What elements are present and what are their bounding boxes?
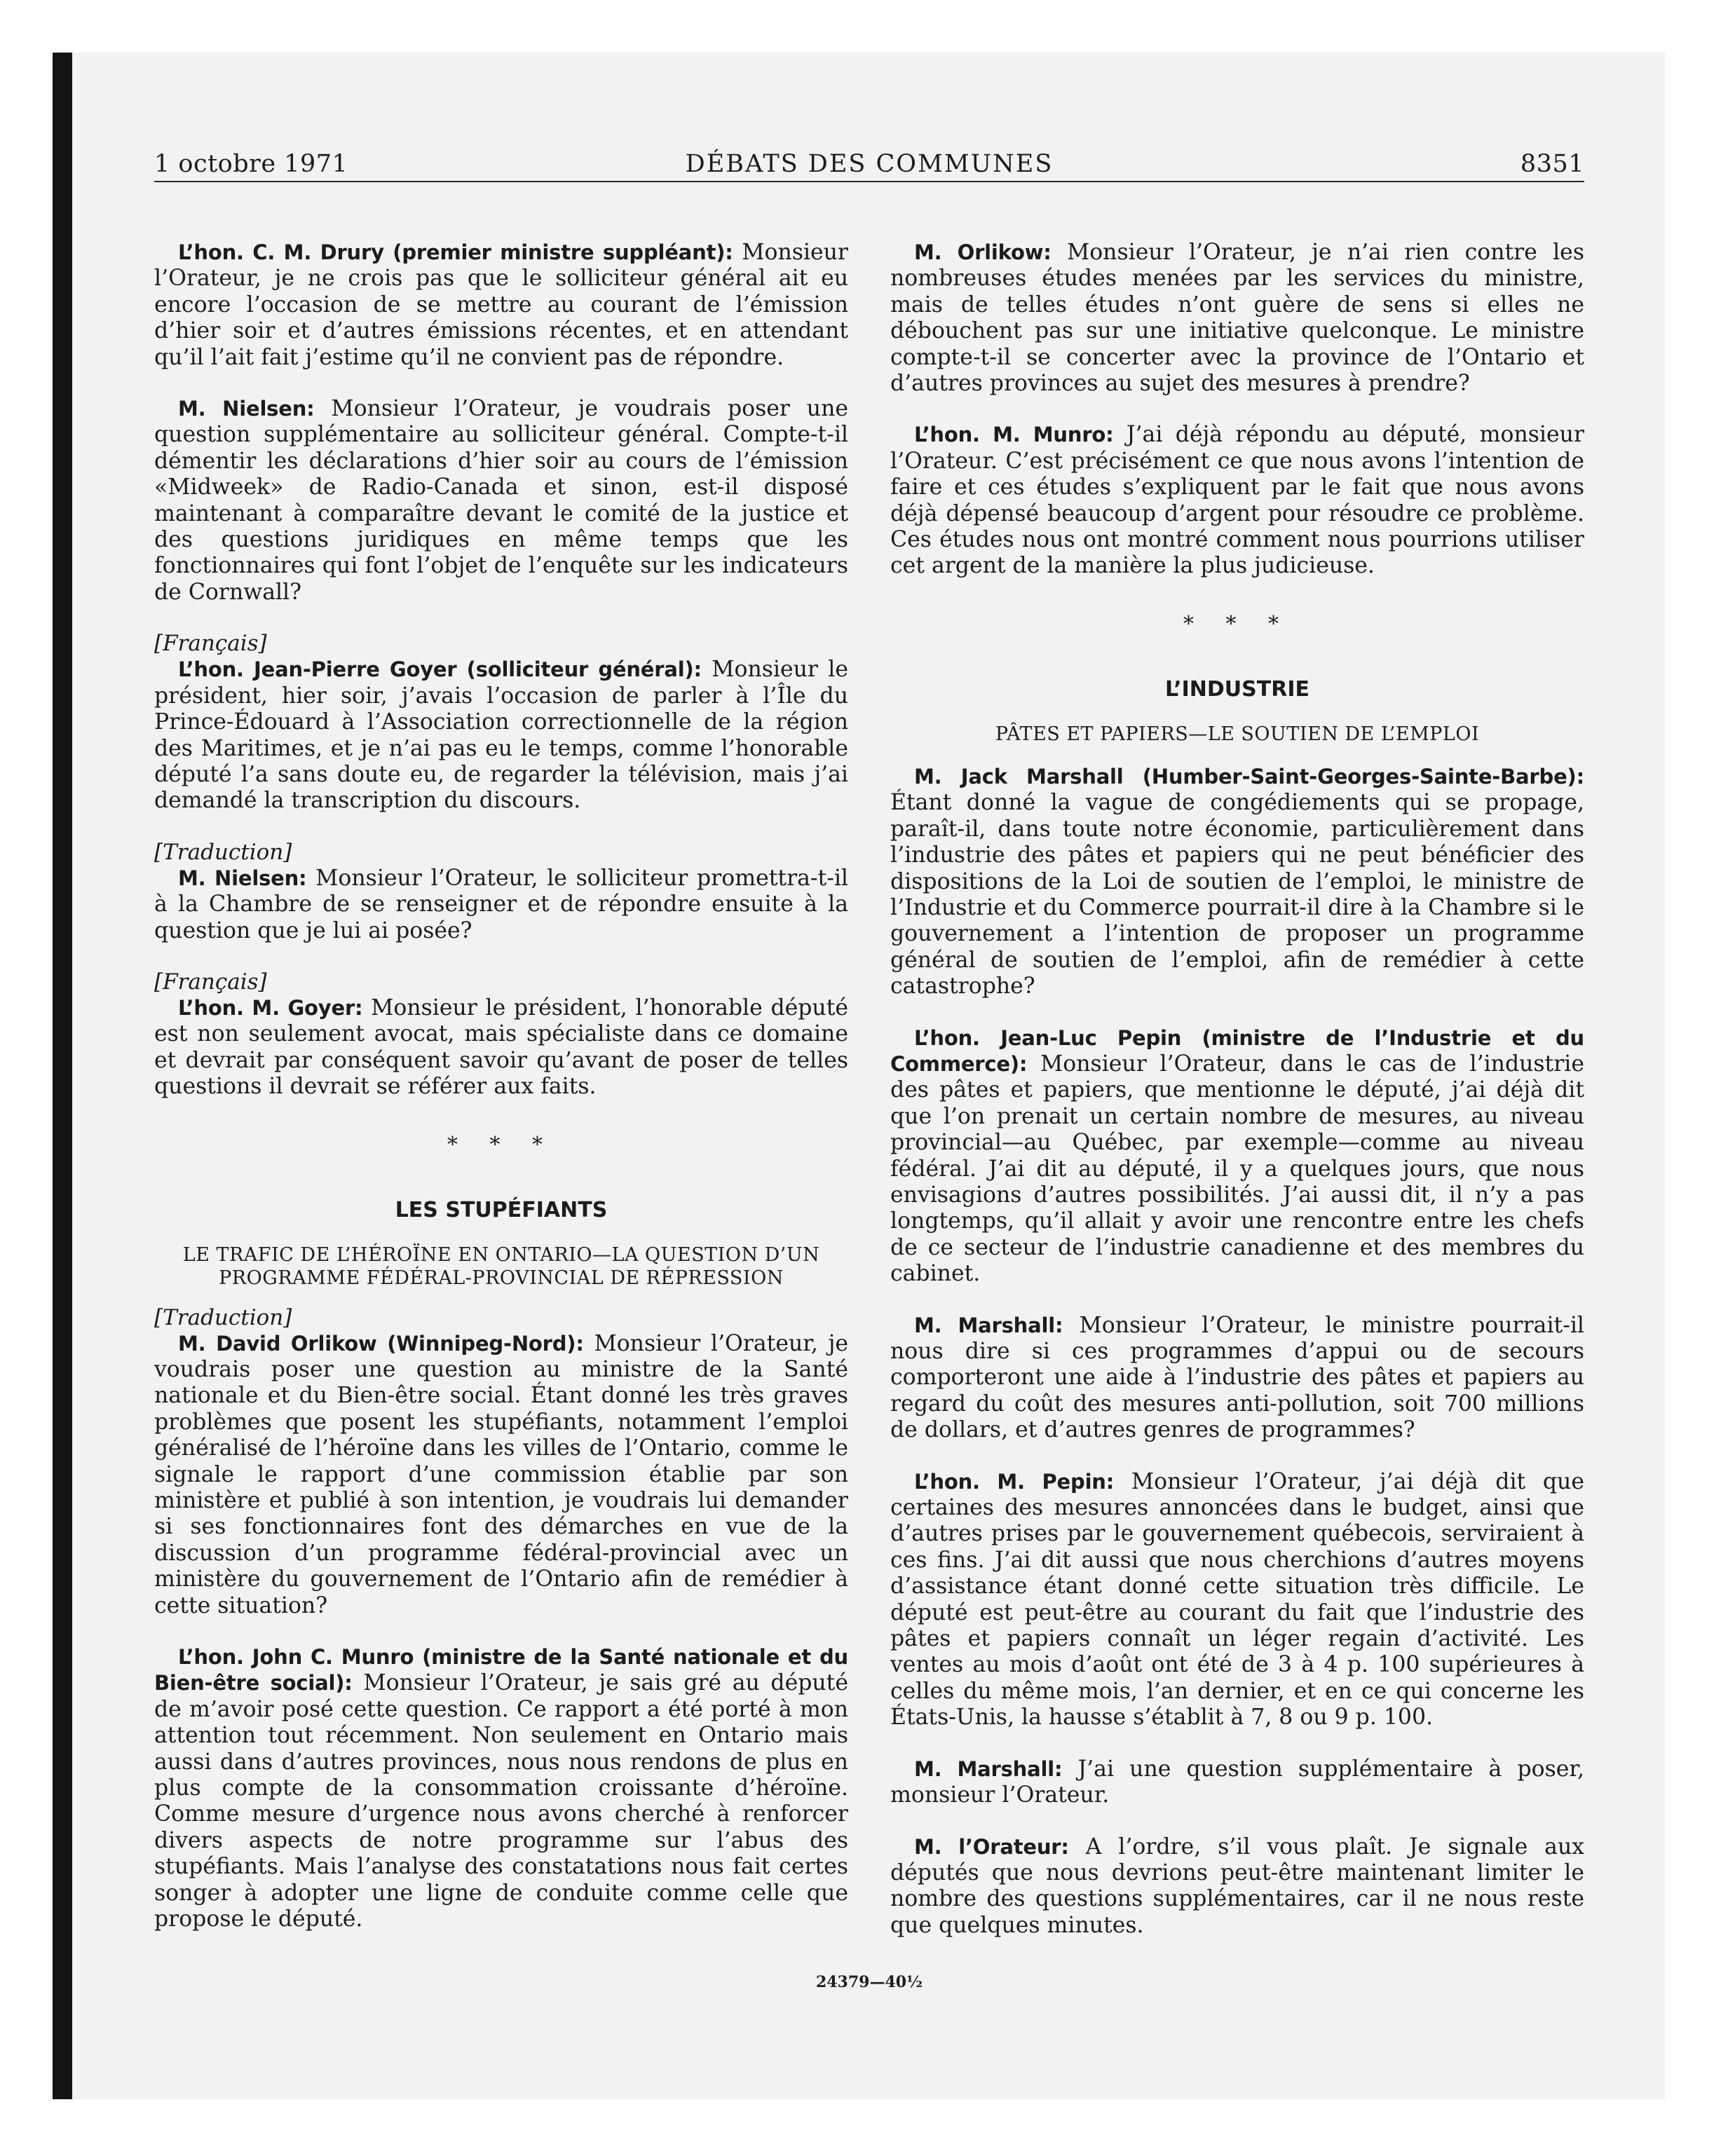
scan-margin-bar bbox=[53, 53, 72, 2099]
speaker-name: M. Jack Marshall (Humber-Saint-Georges-Sainte-Barbe): bbox=[914, 764, 1584, 789]
speaker-name: L’hon. M. Pepin: bbox=[914, 1469, 1115, 1494]
subsection-title: LE TRAFIC DE L’HÉROÏNE EN ONTARIO—LA QUESTION D’UN PROGRAMME FÉDÉRAL-PROVINCIAL DE RÉPRESSION bbox=[182, 1243, 820, 1289]
language-note: [Traduction] bbox=[154, 1304, 292, 1330]
language-note: [Français] bbox=[154, 969, 267, 995]
header-date: 1 octobre 1971 bbox=[154, 150, 348, 178]
speech-text: Monsieur l’Orateur, le ministre pourrait-il nous dire si ces programmes d’appui ou de secours comporteront une aide à l’industrie des pâtes et papiers au regard du coût des mesures anti-pollution, soit 700 millions de dollars, et d’autres genres de programmes? bbox=[890, 1312, 1584, 1443]
speaker-name: M. Marshall: bbox=[914, 1313, 1063, 1337]
speech-paragraph bbox=[154, 1644, 848, 1932]
speech-text: J’ai déjà répondu au député, monsieur l’Orateur. C’est précisément ce que nous avons l’intention de faire et ces études s’expliquent par le fait que nous avons déjà dépensé beaucoup d’argent pour résoudre ce problème. Ces études nous ont montré comment nous pourrions utiliser cet argent de la manière la plus judicieuse. bbox=[890, 422, 1584, 579]
section-separator: * * * bbox=[447, 1132, 556, 1157]
speaker-name: M. Marshall: bbox=[914, 1756, 1063, 1781]
speech-paragraph bbox=[890, 1469, 1584, 1731]
right-column bbox=[890, 240, 1584, 1939]
header-title: DÉBATS DES COMMUNES bbox=[685, 150, 1054, 178]
speech-paragraph bbox=[890, 1834, 1584, 1939]
speech-text: Monsieur le président, l’honorable député est non seulement avocat, mais spécialiste dans ce domaine et devrait par conséquent savoir qu’avant de poser de telles questions il devrait se référer aux faits. bbox=[154, 995, 849, 1100]
speech-text: Monsieur l’Orateur, je n’ai rien contre les nombreuses études menées par les services du ministre, mais de telles études n’ont guère de sens si elles ne débouchent pas sur une initiative quelconque. Le ministre compte-t-il se concerter avec la province de l’Ontario et d’autres provinces au sujet des mesures à prendre? bbox=[890, 240, 1584, 397]
speaker-name: M. l’Orateur: bbox=[914, 1834, 1069, 1859]
speech-text: Monsieur l’Orateur, le solliciteur promettra-t-il à la Chambre de se renseigner et de répondre ensuite à la question que je lui ai posée? bbox=[154, 865, 848, 943]
section-title: L’INDUSTRIE bbox=[1165, 676, 1309, 702]
speech-paragraph bbox=[154, 396, 848, 606]
speaker-name: L’hon. Jean-Luc Pepin (ministre de l’Industrie et du Commerce): bbox=[890, 1025, 1584, 1076]
speech-paragraph bbox=[890, 1756, 1584, 1809]
speech-paragraph bbox=[154, 240, 848, 371]
speaker-name: L’hon. John C. Munro (ministre de la Santé nationale et du Bien-être social): bbox=[154, 1645, 848, 1696]
speaker-name: L’hon. Jean-Pierre Goyer (solliciteur général): bbox=[178, 657, 702, 682]
left-column bbox=[154, 240, 848, 1933]
section-separator: * * * bbox=[1183, 611, 1292, 636]
section-title: LES STUPÉFIANTS bbox=[395, 1197, 608, 1222]
speech-paragraph bbox=[154, 657, 848, 814]
speech-paragraph bbox=[890, 422, 1584, 579]
speech-paragraph bbox=[154, 1331, 848, 1619]
running-header bbox=[154, 147, 1584, 182]
language-note: [Français] bbox=[154, 631, 267, 657]
subsection-title: PÂTES ET PAPIERS—LE SOUTIEN DE L’EMPLOI bbox=[995, 723, 1480, 745]
document-page bbox=[154, 147, 1584, 2040]
speech-text: Monsieur l’Orateur, j’ai déjà dit que certaines des mesures annoncées dans le budget, ainsi que d’autres prises par le gouvernement québecois, serviraient à ces fins. J’ai dit aussi que nous cherchions d’autres moyens d’assistance étant donné cette situation très difficile. Le député est peut-être au courant du fait que l’industrie des pâtes et papiers connaît un léger regain d’activité. Les ventes au mois d’août ont été de 3 à 4 p. 100 supérieures à celles du même mois, l’an dernier, et en ce qui concerne les États-Unis, la hausse s’établit à 7, 8 ou 9 p. 100. bbox=[890, 1468, 1584, 1731]
speech-text: Monsieur l’Orateur, je ne crois pas que le solliciteur général ait eu encore l’occasion de se mettre au courant de l’émission d’hier soir et d’autres émissions récentes, et en attendant qu’il l’ait fait j’estime qu’il ne convient pas de répondre. bbox=[154, 240, 848, 370]
speaker-name: L’hon. C. M. Drury (premier ministre suppléant): bbox=[178, 240, 733, 264]
header-page-number: 8351 bbox=[1520, 150, 1584, 178]
speaker-name: M. Nielsen: bbox=[178, 866, 307, 890]
speech-text: A l’ordre, s’il vous plaît. Je signale aux députés que nous devrions peut-être maintenant limiter le nombre des questions supplémentaires, car il ne nous reste que quelques minutes. bbox=[890, 1834, 1584, 1938]
speech-text: Étant donné la vague de congédiements qui se propage, paraît-il, dans toute notre économie, particulièrement dans l’industrie des pâtes et papiers qui ne peut bénéficier des dispositions de la Loi de soutien de l’emploi, le ministre de l’Industrie et du Commerce pourrait-il dire à la Chambre si le gouvernement a l’intention de proposer un programme général de soutien de l’emploi, afin de remédier à cette catastrophe? bbox=[890, 790, 1584, 999]
speaker-name: L’hon. M. Goyer: bbox=[178, 995, 363, 1020]
speech-text: Monsieur l’Orateur, je sais gré au député de m’avoir posé cette question. Ce rapport a été porté à mon attention tout récemment. Non seulement en Ontario mais aussi dans d’autres provinces, nous nous rendons de plus en plus compte de la consommation croissante d’héroïne. Comme mesure d’urgence nous avons cherché à renforcer divers aspects de notre programme sur l’abus des stupéfiants. Mais l’analyse des constatations nous fait certes songer à adopter une ligne de conduite comme celle que propose le député. bbox=[154, 1670, 848, 1932]
speech-paragraph bbox=[154, 866, 848, 944]
speech-paragraph bbox=[890, 240, 1584, 397]
speech-text: Monsieur le président, hier soir, j’avais l’occasion de parler à l’Île du Prince-Édouard à l’Association correctionnelle de la région des Maritimes, et je n’ai pas eu le temps, comme l’honorable député l’a sans doute eu, de regarder la télévision, mais j’ai demandé la transcription du discours. bbox=[154, 657, 848, 814]
speaker-name: M. Orlikow: bbox=[914, 240, 1052, 264]
printer-signature: 24379—40½ bbox=[815, 1973, 923, 1991]
speech-text: Monsieur l’Orateur, je voudrais poser une question supplémentaire au solliciteur général. Compte-t-il démentir les déclarations d’hier soir au cours de l’émission «Midweek» de Radio-Canada et sinon, est-il disposé maintenant à comparaître devant le comité de la justice et des questions juridiques en même temps que les fonctionnaires qui font l’objet de l’enquête sur les indicateurs de Cornwall? bbox=[154, 396, 848, 605]
speech-paragraph bbox=[890, 1025, 1584, 1288]
speech-paragraph bbox=[890, 764, 1584, 1000]
speech-text: Monsieur l’Orateur, dans le cas de l’industrie des pâtes et papiers, que mentionne le député, j’ai déjà dit que l’on prenait un certain nombre de mesures, au niveau provincial—au Québec, par exemple—comme au niveau fédéral. J’ai dit au député, il y a quelques jours, que nous envisagions d’autres possibilités. J’ai aussi dit, il n’y a pas longtemps, qu’il allait y avoir une rencontre entre les chefs de ce secteur de l’industrie canadienne et des membres du cabinet. bbox=[890, 1051, 1584, 1287]
speech-text: Monsieur l’Orateur, je voudrais poser une question au ministre de la Santé nationale et du Bien-être social. Étant donné les très graves problèmes que posent les stupéfiants, notamment l’emploi généralisé de l’héroïne dans les villes de l’Ontario, comme le signale le rapport d’une commission établie par son ministère et publié à son intention, je voudrais lui demander si ses fonctionnaires font des démarches en vue de la discussion d’un programme fédéral-provincial avec un ministère du gouvernement de l’Ontario afin de remédier à cette situation? bbox=[154, 1330, 848, 1618]
speech-text: J’ai une question supplémentaire à poser, monsieur l’Orateur. bbox=[890, 1756, 1584, 1808]
speaker-name: M. Nielsen: bbox=[178, 397, 315, 421]
speech-paragraph bbox=[890, 1313, 1584, 1444]
speaker-name: M. David Orlikow (Winnipeg-Nord): bbox=[178, 1331, 584, 1356]
speaker-name: L’hon. M. Munro: bbox=[914, 423, 1114, 447]
language-note: [Traduction] bbox=[154, 839, 292, 865]
speech-paragraph bbox=[154, 995, 848, 1100]
